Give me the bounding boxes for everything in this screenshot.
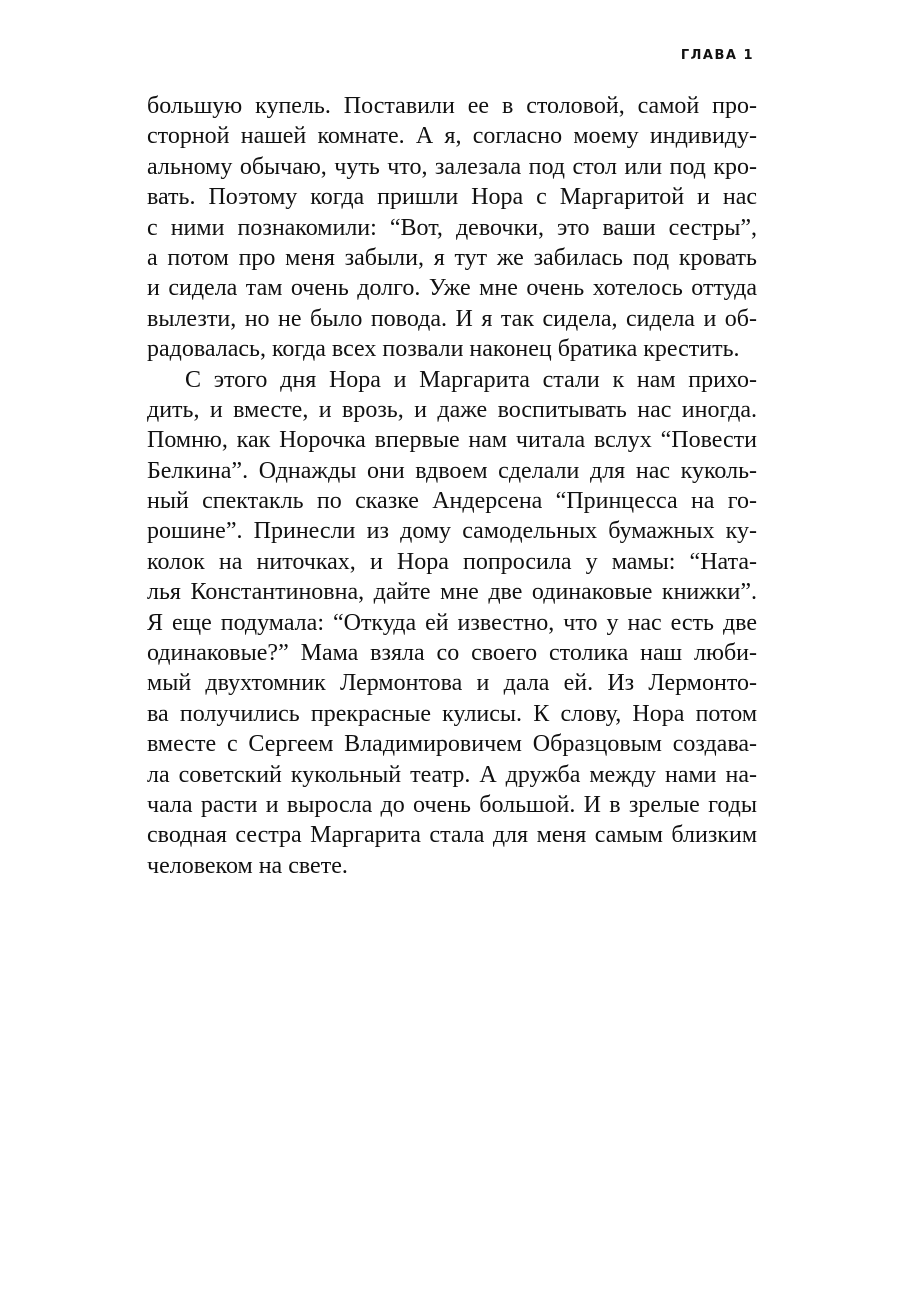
paragraph-1	[147, 91, 757, 365]
text-line: радовалась, когда всех позвали наконец братика крестить.	[147, 336, 740, 363]
text-line: рошине”. Принесли из дому самодельных бумажных ку-	[147, 518, 757, 545]
text-line: Я еще подумала: “Откуда ей известно, что у нас есть две	[147, 609, 757, 636]
text-line: большую купель. Поставили ее в столовой, самой про-	[147, 93, 757, 119]
text-line: и сидела там очень долго. Уже мне очень хотелось оттуда	[147, 275, 757, 302]
text-line: лья Константиновна, дайте мне две одинаковые книжки”.	[147, 579, 757, 606]
text-line: дить, и вместе, и врозь, и даже воспитывать нас иногда.	[147, 396, 757, 423]
paragraph-2	[147, 365, 757, 882]
text-line: альному обычаю, чуть что, залезала под стол или под кро-	[147, 153, 757, 180]
text-line: С этого дня Нора и Маргарита стали к нам прихо-	[185, 366, 757, 393]
text-line: вместе с Сергеем Владимировичем Образцовым создава-	[147, 731, 757, 758]
text-line: Белкина”. Однажды они вдвоем сделали для нас куколь-	[147, 457, 757, 484]
text-line: чала расти и выросла до очень большой. И в зрелые годы	[147, 791, 757, 818]
text-line: вылезти, но не было повода. И я так сидела, сидела и об-	[147, 305, 757, 332]
text-line: ла советский кукольный театр. А дружба между нами на-	[147, 761, 757, 788]
text-line: вать. Поэтому когда пришли Нора с Маргаритой и нас	[147, 184, 757, 211]
text-line: сторной нашей комнате. А я, согласно моему индивиду-	[147, 123, 757, 150]
text-line: сводная сестра Маргарита стала для меня самым близким	[147, 822, 757, 849]
text-line: с ними познакомили: “Вот, девочки, это ваши сестры”,	[147, 214, 757, 241]
text-line: Помню, как Норочка впервые нам читала вслух “Повести	[147, 427, 757, 454]
chapter-running-head: ГЛАВА 1	[680, 48, 754, 63]
body-text	[147, 91, 757, 881]
text-line: одинаковые?” Мама взяла со своего столика наш люби-	[147, 640, 757, 667]
text-line: ный спектакль по сказке Андерсена “Принцесса на го-	[147, 488, 757, 515]
text-line: колок на ниточках, и Нора попросила у мамы: “Ната-	[147, 548, 757, 575]
text-line: человеком на свете.	[147, 852, 348, 879]
text-line: мый двухтомник Лермонтова и дала ей. Из Лермонто-	[147, 670, 757, 697]
text-line: а потом про меня забыли, я тут же забилась под кровать	[147, 244, 757, 271]
text-line: ва получились прекрасные кулисы. К слову, Нора потом	[147, 700, 757, 727]
